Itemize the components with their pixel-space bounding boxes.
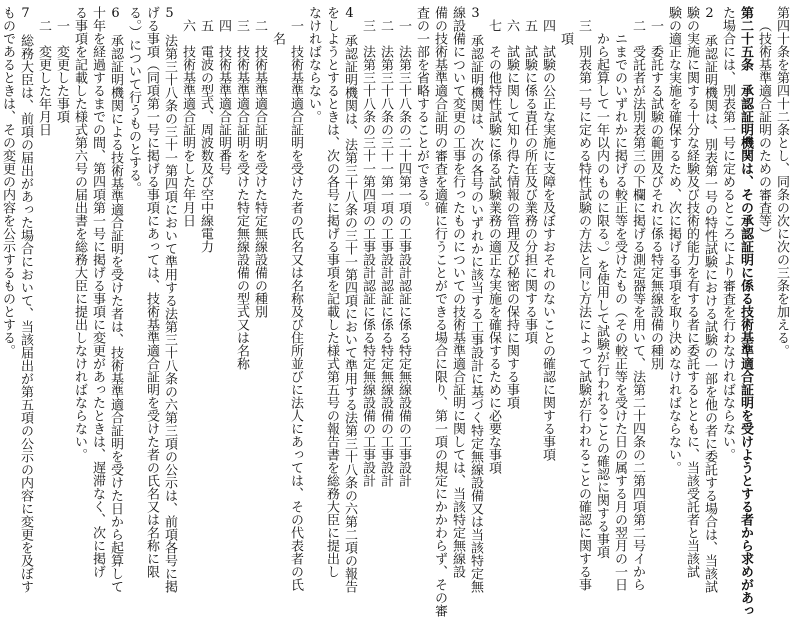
text-line: 項 [558, 32, 573, 45]
text-line: 二 法第三十八条の三十一第一項の工事設計認証に係る特定無線設備の工事設計 [378, 19, 393, 487]
text-line: 名 [270, 32, 285, 45]
text-line: 二 受託者が法別表第三の下欄に掲げる測定器等を用いて、法第二十四条の二第四項第二号イから [630, 19, 645, 591]
text-line: げる事項（同項第一号に掲げる事項にあっては、技術基準適合証明を受けた者の氏名又は名称に限 [144, 6, 159, 578]
text-line: た場合には、別表第一号に定めるところにより審査を行わなければならない。 [720, 6, 735, 461]
text-line: （技術基準適合証明のための審査等） [756, 19, 771, 240]
text-line: 五 電波の型式、周波数及び空中線電力 [198, 19, 213, 253]
text-line: 二 変更した年月日 [36, 19, 51, 136]
text-line: 査の一部を省略することができる。 [414, 6, 429, 214]
text-line: 五 試験に係る責任の所在及び業務の分担に関する事項 [522, 19, 537, 344]
text-line: 一 技術基準適合証明を受けた者の氏名又は名称及び住所並びに法人にあっては、その代表者の氏 [288, 19, 303, 591]
text-line: 7 総務大臣は、前項の届出があった場合において、当該届出が第五項の公示の内容に変更を及ぼす [18, 6, 33, 593]
text-line: 4 承認証明機関は、法第三十八条の三十一第四項において準用する法第三十八条の六第二項の報告 [342, 6, 357, 593]
text-line: 一 変更した事項 [54, 19, 69, 123]
text-line: 6 承認証明機関による技術基準適合証明を受けた者は、技術基準適合証明を受けた日から起算して [108, 6, 123, 593]
text-line: ものであるときは、その変更の内容を公示するものとする。 [0, 6, 15, 357]
text-line: 三 別表第一号に定める特性試験の方法と同じ方法によって試験が行われることの確認に関する事 [576, 19, 591, 591]
text-line: 5 法第三十八条の三十一第四項において準用する法第三十八条の六第三項の公示は、前項各号に掲 [162, 6, 177, 593]
text-line: をしようとするときは、次の各号に掲げる事項を記載した様式第五号の報告書を総務大臣に提出し [324, 6, 339, 578]
text-line: 二 技術基準適合証明を受けた特定無線設備の種別 [252, 19, 267, 318]
vertical-text-body [0, 6, 790, 617]
text-line: 第二十五条 承認証明機関は、その承認証明に係る技術基準適合証明を受けようとする者から求めがあっ [738, 6, 753, 617]
text-line: なければならない。 [306, 6, 321, 123]
text-line: 備の技術基準適合証明の審査を適確に行うことができる場合に限り、第一項の規定にかかわらず、その審 [432, 6, 447, 617]
text-line: 三 法第三十八条の三十一第四項の工事設計認証に係る特定無線設備の工事設計 [360, 19, 375, 487]
text-line: 第四十条を第四十二条とし、同条の次に次の三条を加える。 [774, 6, 789, 357]
text-line: る。）について行うものとする。 [126, 6, 141, 195]
text-line: 線設備について変更の工事を行ったものについての技術基準適合証明に関しては、当該特定無線設 [450, 6, 465, 578]
text-line: 2 承認証明機関は、別表第一号の特性試験における試験の一部を他の者に委託する場合は、当該試 [702, 6, 717, 593]
text-line: 一 委託する試験の範囲及びそれに係る特定無線設備の種別 [648, 19, 663, 370]
text-line: 3 承認証明機関は、次の各号のいずれかに該当する工事設計に基づく特定無線設備又は当該特定無 [468, 6, 483, 593]
text-line: 験の実施に関する十分な経験及び技術的能力を有する者に委託するとともに、当該受託者と当該試 [684, 6, 699, 578]
text-line: から起算して一年以内のものに限る。）を使用して試験が行われることの確認に関する事項 [594, 32, 609, 559]
text-line: 験の適正な実施を確保するため、次に掲げる事項を取り決めなければならない。 [666, 6, 681, 474]
text-line: 三 技術基準適合証明を受けた特定無線設備の型式又は名称 [234, 19, 249, 370]
text-line: 一 法第三十八条の二十四第一項の工事設計認証に係る特定無線設備の工事設計 [396, 19, 411, 487]
text-line: ニまでのいずれかに掲げる較正等を受けたもの（その較正等を受けた日の属する月の翌月の一日 [612, 32, 627, 591]
text-line: 十年を経過するまでの間、第四項第一号に掲げる事項に変更があったときは、遅滞なく、次に掲げ [90, 6, 105, 578]
text-line: 四 試験の公正な実施に支障を及ぼすおそれのないことの確認に関する事項 [540, 19, 555, 461]
text-line: 六 試験に関して知り得た情報の管理及び秘密の保持に関する事項 [504, 19, 519, 409]
text-line: 六 技術基準適合証明をした年月日 [180, 19, 195, 227]
text-line: る事項を記載した様式第六号の届出書を総務大臣に提出しなければならない。 [72, 6, 87, 461]
text-line: 七 その他特性試験に係る試験業務の適正な実施を確保するために必要な事項 [486, 19, 501, 474]
text-line: 四 技術基準適合証明番号 [216, 19, 231, 175]
